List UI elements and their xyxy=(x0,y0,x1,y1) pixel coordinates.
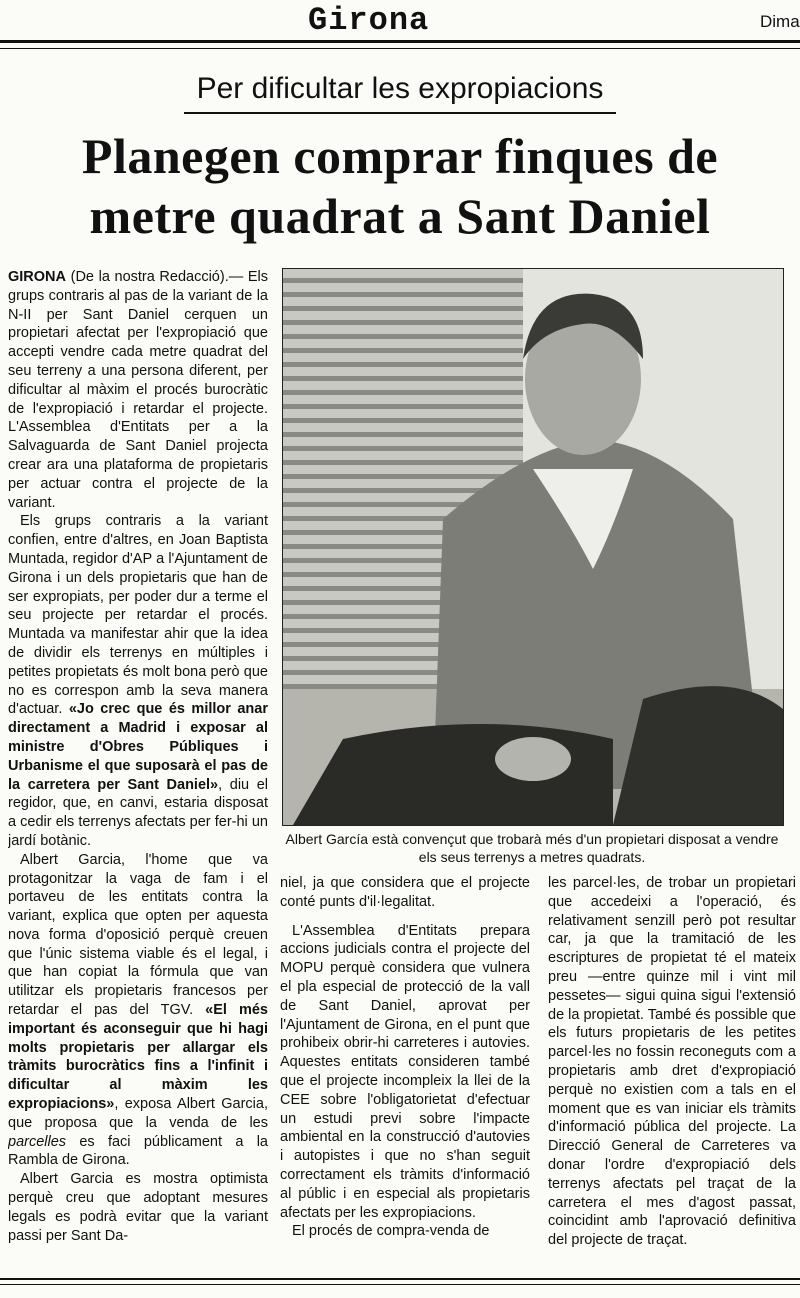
paragraph-text: , exposa Albert Garcia, que proposa que la venda de les xyxy=(8,1096,268,1131)
article-column-3 xyxy=(548,874,796,1264)
article-headline xyxy=(10,126,790,246)
section-title: Girona xyxy=(308,2,430,39)
portrait-image xyxy=(283,269,783,825)
headline-line-1: Planegen comprar finques de xyxy=(81,128,719,184)
header-rule-bottom xyxy=(0,48,800,49)
headline-line-2: metre quadrat a Sant Daniel xyxy=(89,188,711,244)
paragraph: niel, ja que considera que el projecte conté punts d'il·legalitat. xyxy=(280,875,530,910)
quote-text: «El més important és aconseguir que hi hagi molts propietaris per allargar els tràmits burocràtics fins a l'infinit i dificultar al màxim les expropiacions» xyxy=(8,1002,268,1113)
paragraph: L'Assemblea d'Entitats prepara accions judicials contra el projecte del MOPU perquè considera que vulnera el pla especial de protecció de la vall de Sant Daniel, aprovat per l'Ajuntament de Girona, en el punt que prohibeix obrir-hi carreteres i autovies. Aquestes entitats consideren també que el projecte incompleix la llei de la CEE sobre l'obligatorietat d'efectuar un estudi previ sobre l'impacte ambiental en la construcció d'autovies i autopistes i que no s'han seguit correctament els tràmits d'informació al públic i en especial als propietaris afectats per les expropiacions. xyxy=(280,922,530,1221)
paragraph xyxy=(8,512,268,850)
paragraph-text: es faci públicament a la Rambla de Girona. xyxy=(8,1133,268,1169)
dateline: GIRONA xyxy=(8,269,66,285)
quote-text: «Jo crec que és millor anar directament a Madrid i exposar al ministre d'Obres Públiques i Urbanisme el que suposarà el pas de la carretera per Sant Daniel» xyxy=(8,701,268,793)
paragraph: Albert Garcia es mostra optimista perquè creu que adoptant mesures legals es podrà evitar que la variant passi per Sant Da- xyxy=(8,1171,268,1244)
footer-rule-bottom xyxy=(0,1284,800,1285)
paragraph-text: (De la nostra Redacció).— Els grups contraris al pas de la variant de la N-II per Sant Daniel cerquen un propietari afectat per l'expropiació que accepti vendre cada metre quadrat del seu terreny a una persona diferent, per dificultar al màxim el procés burocràtic de l'expropiació i retardar el projecte. L'Assemblea d'Entitats per a la Salvaguarda de Sant Daniel projecta crear ara una plataforma de propietaris per actuar contra el projecte de la variant. xyxy=(8,269,268,511)
footer-rule-top xyxy=(0,1278,800,1280)
article-kicker: Per dificultar les expropiacions xyxy=(196,72,604,105)
italic-term: parcelles xyxy=(8,1133,67,1150)
paragraph-text: Albert Garcia, l'home que va protagonitzar la vaga de fam i el portaveu de les entitats contra la variant, explica que opten per aquesta nova forma d'oposició perquè creuen que l'únic sistema viable és el legal, i que han copiat la fórmula que van utilitzar els propietaris francesos per retardar el pas del TGV. xyxy=(8,851,268,1019)
header-rule-top xyxy=(0,40,800,43)
article-column-1 xyxy=(8,268,268,1286)
paragraph-text: Els grups contraris a la variant confien, entre d'altres, en Joan Baptista Muntada, regidor d'AP a l'Ajuntament de Girona i un dels propietaris que han de ser expropiats, per poder dur a terme el seu projecte per retardar el procés. Muntada va manifestar ahir que la idea de dividir els terrenys en múltiples i petites propietats és molt bona però que no es correspon amb la seva manera d'actuar. xyxy=(8,513,268,718)
article-column-2 xyxy=(280,874,530,1264)
paragraph-text: , diu el regidor, que, en canvi, estaria disposat a cedir els terrenys afectats per fer-hi un jardí botànic. xyxy=(8,776,268,849)
paragraph xyxy=(8,268,268,512)
paragraph: El procés de compra-venda de xyxy=(292,1223,490,1240)
photo-caption: Albert García està convençut que trobarà més d'un propietari disposat a vendre els seus terrenys a metres quadrats. xyxy=(285,831,779,865)
kicker-underline xyxy=(184,112,616,114)
paragraph xyxy=(8,851,268,1171)
paragraph: les parcel·les, de trobar un propietari que accedeixi a l'operació, és relativament senzill però pot resultar car, ja que la tramitació de les escriptures de propietat té el mateix preu —entre quinze mil i vint mil pessetes— sigui quina sigui l'extensió de la propietat. També és possible que els futurs propietaris de les petites parcel·les no fossin reconeguts com a propietaris amb dret d'expropiació perquè no existien com a tals en el moment que es van iniciar els tràmits d'informació pública del projecte. La Direcció General de Carreteres va donar l'ordre d'expropiació dels terrenys afectats pel traçat de la carretera el mes d'agost passat, coincidint amb l'aprovació definitiva del projecte de traçat. xyxy=(548,875,796,1249)
article-photo xyxy=(282,268,784,826)
header-date: Dima xyxy=(760,12,800,31)
